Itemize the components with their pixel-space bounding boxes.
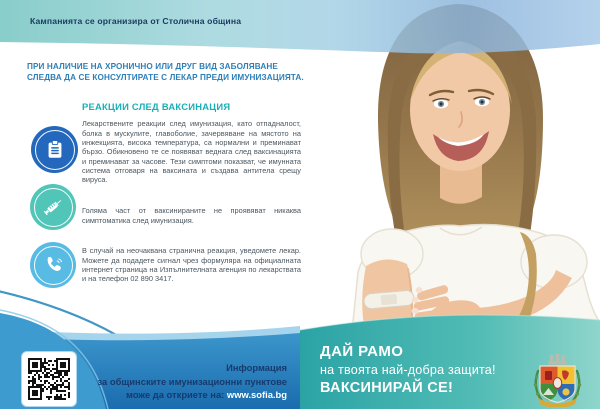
slogan-line-1: ДАЙ РАМО	[320, 343, 404, 360]
top-band	[0, 0, 600, 58]
footer-info	[55, 361, 287, 402]
campaign-note: Кампанията се организира от Столична община	[30, 16, 242, 26]
slogan-block	[320, 343, 496, 397]
reaction-paragraph-1: Лекарствените реакции след имунизация, като отпадналост, болка в мускулите, главоболие, зачервяване на мястото на инжекцията, висока температура, са нормални и преминават бързо. Обикновено те се появяват веднага след ваксинацията и преминават за часове. Тези симптоми показват, че имунната система отговаря на ваксината и създава антитела срещу вируса.	[82, 119, 301, 185]
sofia-coat-of-arms	[531, 351, 584, 407]
reaction-item-icon-3	[30, 242, 76, 288]
reaction-paragraph-2: Голяма част от ваксинираните не проявяват никаква симптоматика след имунизация.	[82, 206, 301, 225]
section-title-reactions: РЕАКЦИИ СЛЕД ВАКСИНАЦИЯ	[82, 101, 231, 112]
footer-info-line-1: Информация	[226, 362, 287, 373]
notice-line-2: СЛЕДВА ДА СЕ КОНСУЛТИРАТЕ С ЛЕКАР ПРЕДИ ИМУНИЗАЦИЯТА.	[27, 73, 304, 83]
clipboard-icon	[44, 138, 66, 161]
slogan-line-2: на твоята най-добра защита!	[320, 363, 496, 377]
phone-icon	[42, 254, 64, 276]
slogan-line-3: ВАКСИНИРАЙ СЕ!	[320, 380, 454, 396]
footer-info-line-2: за общинските имунизационни пунктове	[97, 375, 287, 387]
footer-info-line-3	[55, 388, 287, 402]
sofia-bg-link[interactable]: www.sofia.bg	[226, 389, 287, 401]
reaction-item-icon-1	[31, 126, 78, 173]
reaction-item-icon-2	[30, 184, 76, 230]
notice-line-1: ПРИ НАЛИЧИЕ НА ХРОНИЧНО ИЛИ ДРУГ ВИД ЗАБОЛЯВАНЕ	[27, 62, 278, 71]
footer-info-line-3-prefix: може да откриете на:	[126, 389, 227, 401]
reaction-paragraph-3: В случай на неочаквана странична реакция, уведомете лекар. Можете да подадете сигнал чрез формуляра на официалната интернет страница на Изпълнителната агенция по лекарствата и на телефон 02 890 3417.	[82, 246, 301, 284]
chronic-illness-notice	[27, 61, 304, 83]
syringe-icon	[41, 195, 65, 219]
